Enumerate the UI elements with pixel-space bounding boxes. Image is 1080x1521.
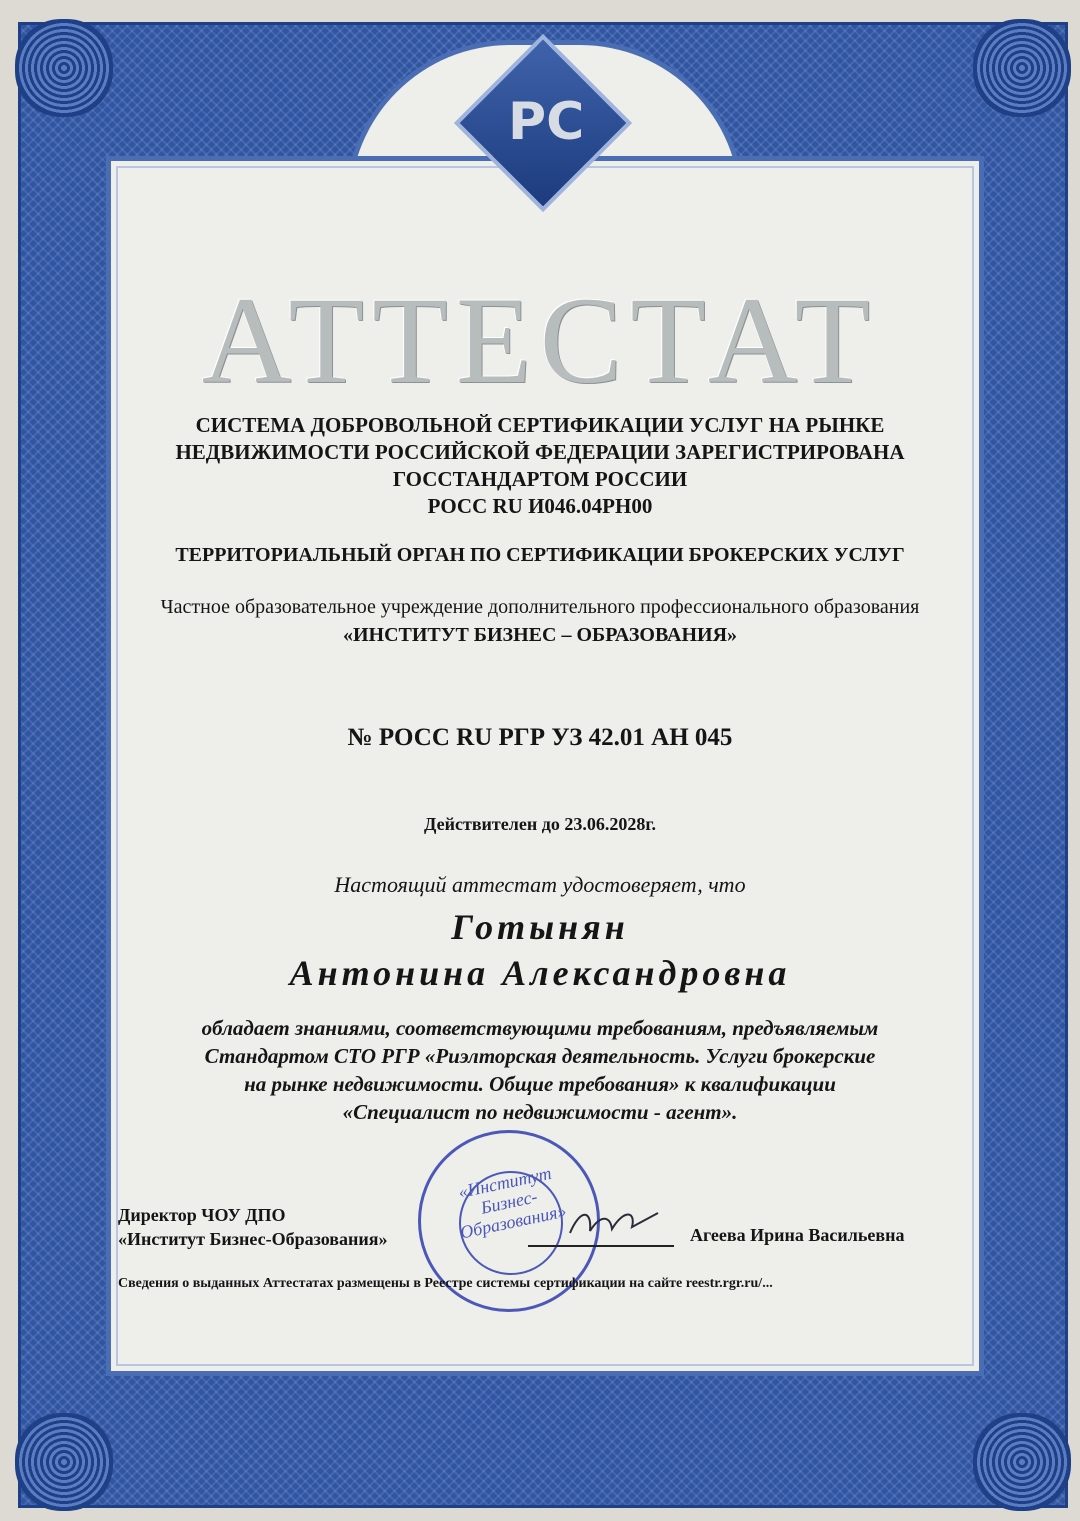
holder-surname: Готынян	[451, 907, 629, 947]
system-line-4: РОСС RU И046.04РН00	[427, 494, 653, 518]
institution-name: «ИНСТИТУТ БИЗНЕС – ОБРАЗОВАНИЯ»	[342, 624, 738, 646]
qualification-line-2: Стандартом СТО РГР «Риэлторская деятельность. Услуги брокерские	[204, 1044, 876, 1068]
director-name: Агеева Ирина Васильевна	[690, 1225, 905, 1245]
director-title: Директор ЧОУ ДПО	[118, 1205, 286, 1225]
qualification-line-3: на рынке недвижимости. Общие требования» к квалификации	[244, 1072, 836, 1096]
certifies-text: Настоящий аттестат удостоверяет, что	[334, 872, 746, 897]
logo-mark: РС	[508, 92, 585, 152]
seal-text: «Институт Бизнес-Образования»	[456, 1162, 568, 1243]
qualification-line-4: «Специалист по недвижимости - агент».	[342, 1100, 738, 1124]
certificate-number: № РОСС RU РГР УЗ 42.01 АН 045	[347, 724, 733, 751]
system-line-3: ГОССТАНДАРТОМ РОССИИ	[392, 467, 688, 491]
certificate-title: АТТЕСТАТ	[201, 272, 879, 409]
registry-note: Сведения о выданных Аттестатах размещены в Реестре системы сертификации на сайте reestr.rgr.ru/...	[118, 1276, 773, 1291]
qualification-line-1: обладает знаниями, соответствующими требованиям, предъявляемым	[201, 1016, 879, 1040]
institution-type: Частное образовательное учреждение дополнительного профессионального образования	[160, 596, 920, 618]
system-line-2: НЕДВИЖИМОСТИ РОССИЙСКОЙ ФЕДЕРАЦИИ ЗАРЕГИСТРИРОВАНА	[175, 440, 905, 464]
corner-rosette-br	[973, 1413, 1071, 1511]
corner-rosette-tr	[973, 19, 1071, 117]
valid-until: Действителен до 23.06.2028г.	[424, 814, 656, 834]
territorial-body: ТЕРРИТОРИАЛЬНЫЙ ОРГАН ПО СЕРТИФИКАЦИИ БРОКЕРСКИХ УСЛУГ	[175, 544, 905, 566]
corner-rosette-tl	[15, 19, 113, 117]
holder-given-names: Антонина Александровна	[289, 953, 791, 993]
system-line-1: СИСТЕМА ДОБРОВОЛЬНОЙ СЕРТИФИКАЦИИ УСЛУГ НА РЫНКЕ	[195, 413, 885, 437]
corner-rosette-bl	[15, 1413, 113, 1511]
director-organization: «Институт Бизнес-Образования»	[118, 1229, 388, 1249]
signature-line	[528, 1245, 674, 1247]
signature-mark	[566, 1205, 661, 1239]
